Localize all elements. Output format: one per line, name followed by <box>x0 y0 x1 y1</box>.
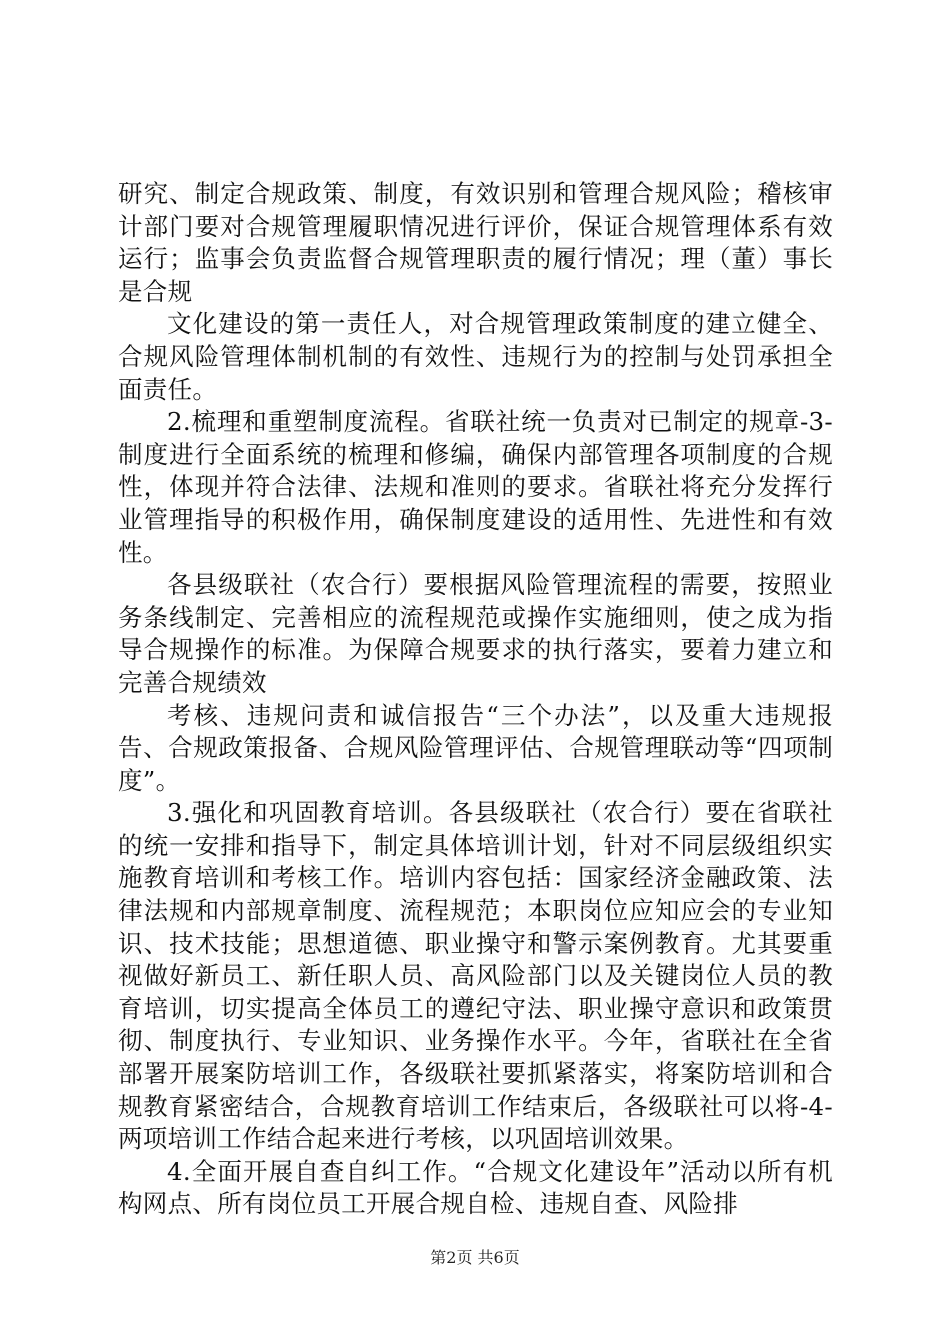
document-body <box>118 178 833 1221</box>
page-footer: 第2页 共6页 <box>430 1248 520 1267</box>
paragraph-1: 研究、制定合规政策、制度，有效识别和管理合规风险；稽核审计部门要对合规管理履职情况进行评价，保证合规管理体系有效运行；监事会负责监督合规管理职责的履行情况；理（董）事长是合规 <box>118 179 833 306</box>
paragraph-3: 2.梳理和重塑制度流程。省联社统一负责对已制定的规章-3-制度进行全面系统的梳理和修编，确保内部管理各项制度的合规性，体现并符合法律、法规和准则的要求。省联社将充分发挥行业管理指导的积极作用，确保制度建设的适用性、先进性和有效性。 <box>118 407 833 567</box>
paragraph-5: 考核、违规问责和诚信报告“三个办法”，以及重大违规报告、合规政策报备、合规风险管理评估、合规管理联动等“四项制度”。 <box>118 700 833 795</box>
paragraph-2: 文化建设的第一责任人，对合规管理政策制度的建立健全、合规风险管理体制机制的有效性、违规行为的控制与处罚承担全面责任。 <box>118 309 833 404</box>
paragraph-4: 各县级联社（农合行）要根据风险管理流程的需要，按照业务条线制定、完善相应的流程规范或操作实施细则，使之成为指导合规操作的标准。为保障合规要求的执行落实，要着力建立和完善合规绩效 <box>118 570 833 697</box>
paragraph-7: 4.全面开展自查自纠工作。“合规文化建设年”活动以所有机构网点、所有岗位员工开展合规自检、违规自查、风险排 <box>118 1156 833 1219</box>
paragraph-6: 3.强化和巩固教育培训。各县级联社（农合行）要在省联社的统一安排和指导下，制定具体培训计划，针对不同层级组织实施教育培训和考核工作。培训内容包括：国家经济金融政策、法律法规和内部规章制度、流程规范；本职岗位应知应会的专业知识、技术技能；思想道德、职业操守和警示案例教育。尤其要重视做好新员工、新任职人员、高风险部门以及关键岗位人员的教育培训，切实提高全体员工的遵纪守法、职业操守意识和政策贯彻、制度执行、专业知识、业务操作水平。今年，省联社在全省部署开展案防培训工作，各级联社要抓紧落实，将案防培训和合规教育紧密结合，合规教育培训工作结束后，各级联社可以将-4-两项培训工作结合起来进行考核，以巩固培训效果。 <box>118 798 833 1154</box>
